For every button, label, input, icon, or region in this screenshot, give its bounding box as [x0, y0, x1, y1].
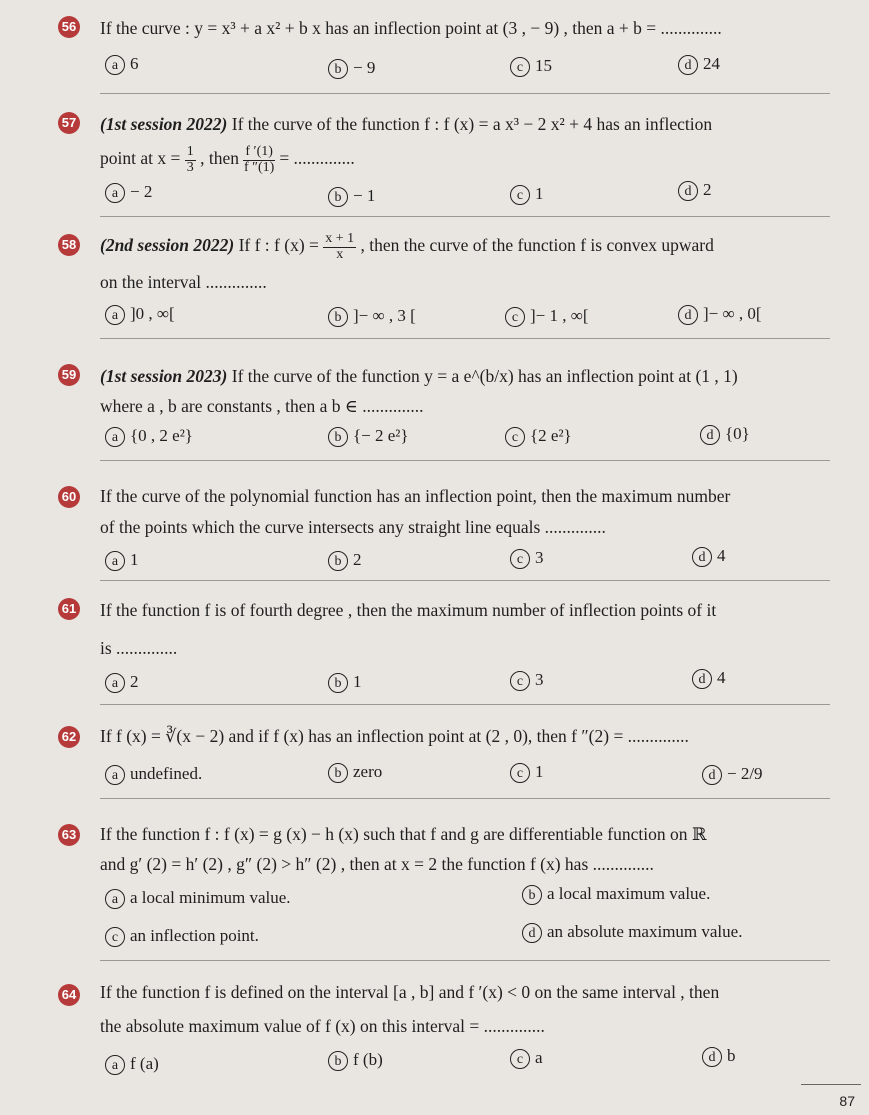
question-text-line1: If the curve of the polynomial function has an inflection point, then the maximum number	[100, 486, 731, 506]
option-c[interactable]: c an inflection point.	[105, 926, 259, 947]
question-number: 58	[58, 234, 80, 256]
fraction-one-third: $\frac{1}{3}$	[186, 144, 194, 175]
option-d[interactable]: d 4	[692, 668, 726, 689]
fraction-x-plus-one-over-x: $\frac{x + 1}{x}$	[325, 231, 355, 262]
option-b[interactable]: b − 9	[328, 58, 375, 79]
question-number: 60	[58, 486, 80, 508]
option-c[interactable]: c 1	[510, 184, 544, 205]
separator	[100, 93, 830, 94]
option-d[interactable]: d − 2/9	[702, 764, 763, 785]
option-b[interactable]: b − 1	[328, 186, 375, 207]
footer-rule	[801, 1084, 861, 1085]
question-text-line1: If the function f : f (x) = g (x) − h (x) such that f and g are differentiable function on ℝ	[100, 824, 707, 844]
question-text-line2: of the points which the curve intersects any straight line equals ..............	[100, 517, 606, 537]
question-text-line2: where a , b are constants , then a b ∈ ..............	[100, 396, 424, 416]
option-a[interactable]: a − 2	[105, 182, 152, 203]
question-number: 59	[58, 364, 80, 386]
question-text-line1: If the function f is of fourth degree , then the maximum number of inflection points of it	[100, 600, 717, 620]
option-d[interactable]: d 2	[678, 180, 712, 201]
question-text-line1: (1st session 2023) If the curve of the function y = a e^(b/x) has an inflection point at (1 , 1)	[100, 366, 738, 386]
separator	[100, 338, 830, 339]
option-c[interactable]: c {2 e²}	[505, 426, 572, 447]
question-number: 62	[58, 726, 80, 748]
separator	[100, 798, 830, 799]
question-text-line2: point at x = $\frac{1}{3}$ , then $\frac{f '(1)}{f ''(1)}$ = ..............	[100, 144, 355, 175]
option-b[interactable]: b f (b)	[328, 1050, 383, 1071]
option-b[interactable]: b zero	[328, 762, 382, 783]
option-b[interactable]: b a local maximum value.	[522, 884, 710, 905]
option-a[interactable]: a {0 , 2 e²}	[105, 426, 193, 447]
option-d[interactable]: d ]− ∞ , 0[	[678, 304, 762, 325]
option-d[interactable]: d an absolute maximum value.	[522, 922, 742, 943]
question-number: 56	[58, 16, 80, 38]
separator	[100, 704, 830, 705]
question-text: If f (x) = ∛(x − 2) and if f (x) has an inflection point at (2 , 0), then f ″(2) = ..............	[100, 726, 689, 746]
option-d[interactable]: d {0}	[700, 424, 750, 445]
fraction-derivatives: $\frac{f '(1)}{f ''(1)}$	[243, 144, 275, 175]
option-d[interactable]: d b	[702, 1046, 736, 1067]
option-a[interactable]: a 6	[105, 54, 139, 75]
option-a[interactable]: a 1	[105, 550, 139, 571]
question-text-line1: (1st session 2022) If the curve of the function f : f (x) = a x³ − 2 x² + 4 has an inflection	[100, 114, 713, 134]
question-text-line2: the absolute maximum value of f (x) on this interval = ..............	[100, 1016, 545, 1036]
question-text-line2: is ..............	[100, 638, 178, 658]
option-b[interactable]: b ]− ∞ , 3 [	[328, 306, 416, 327]
question-number: 63	[58, 824, 80, 846]
question-number: 64	[58, 984, 80, 1006]
option-c[interactable]: c ]− 1 , ∞[	[505, 306, 589, 327]
option-b[interactable]: b 2	[328, 550, 362, 571]
option-c[interactable]: c 15	[510, 56, 552, 77]
question-text-line1: (2nd session 2022) If f : f (x) = $\frac{x + 1}{x}$ , then the curve of the function f is convex upward	[100, 231, 714, 262]
option-c[interactable]: c 1	[510, 762, 544, 783]
option-d[interactable]: d 24	[678, 54, 720, 75]
option-a[interactable]: a a local minimum value.	[105, 888, 291, 909]
option-c[interactable]: c 3	[510, 670, 544, 691]
separator	[100, 960, 830, 961]
option-c[interactable]: c 3	[510, 548, 544, 569]
option-b[interactable]: b 1	[328, 672, 362, 693]
option-a[interactable]: a f (a)	[105, 1054, 159, 1075]
option-a[interactable]: a undefined.	[105, 764, 202, 785]
option-a[interactable]: a ]0 , ∞[	[105, 304, 175, 325]
separator	[100, 460, 830, 461]
option-a[interactable]: a 2	[105, 672, 139, 693]
separator	[100, 216, 830, 217]
question-number: 61	[58, 598, 80, 620]
option-d[interactable]: d 4	[692, 546, 726, 567]
page-number: 87	[839, 1093, 855, 1109]
option-c[interactable]: c a	[510, 1048, 543, 1069]
question-text-line2: and g′ (2) = h′ (2) , g″ (2) > h″ (2) , then at x = 2 the function f (x) has ..............	[100, 854, 654, 874]
question-text-line1: If the function f is defined on the interval [a , b] and f ′(x) < 0 on the same interval , then	[100, 982, 720, 1002]
question-number: 57	[58, 112, 80, 134]
option-b[interactable]: b {− 2 e²}	[328, 426, 409, 447]
separator	[100, 580, 830, 581]
question-text: If the curve : y = x³ + a x² + b x has an inflection point at (3 , − 9) , then a + b = ..............	[100, 18, 722, 38]
question-text-line2: on the interval ..............	[100, 272, 267, 292]
